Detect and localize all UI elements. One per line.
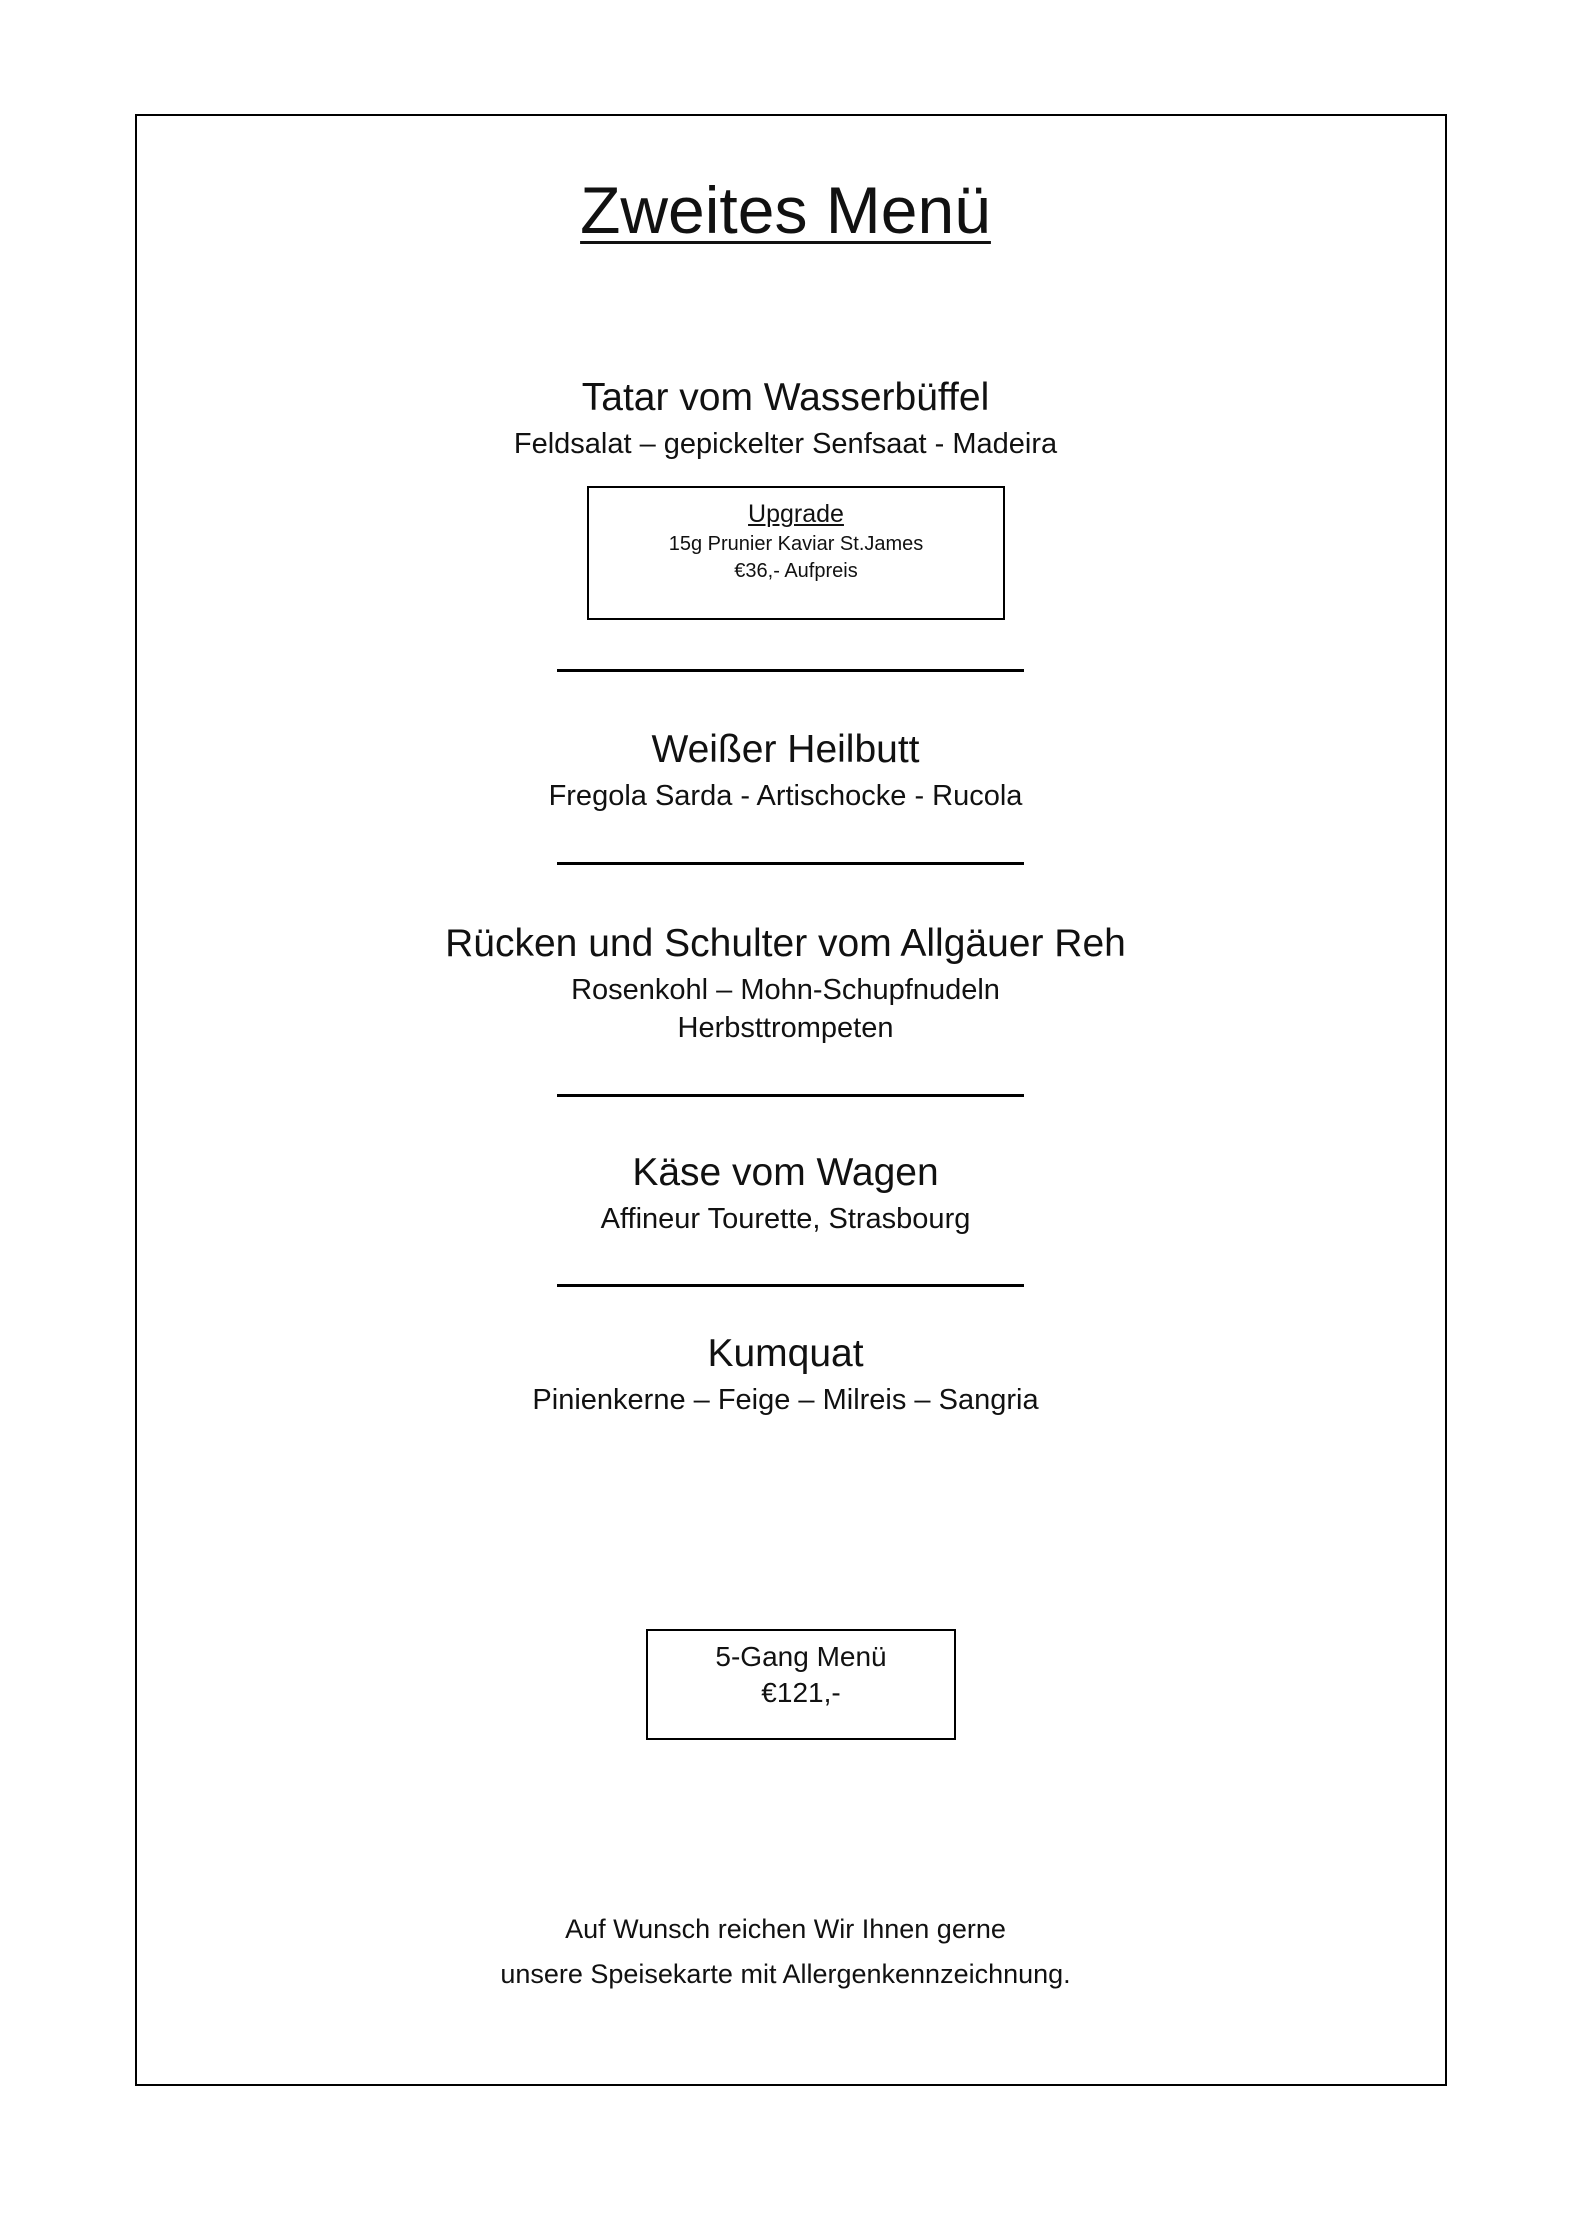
upgrade-box <box>587 486 1005 620</box>
course-2-name: Weißer Heilbutt <box>651 728 920 771</box>
divider-3 <box>557 1094 1024 1097</box>
divider-4 <box>557 1284 1024 1287</box>
menu-price-value: €121,- <box>761 1677 841 1708</box>
course-1-description: Feldsalat – gepickelter Senfsaat - Madeira <box>513 428 1058 460</box>
divider-1 <box>557 669 1024 672</box>
divider-2 <box>557 862 1024 865</box>
course-4-name: Käse vom Wagen <box>632 1151 939 1194</box>
course-3-description-line-2: Herbsttrompeten <box>677 1012 894 1044</box>
menu-price-label: 5-Gang Menü <box>715 1641 887 1672</box>
menu-price-box <box>646 1629 956 1740</box>
allergen-note-line-1: Auf Wunsch reichen Wir Ihnen gerne <box>565 1914 1006 1944</box>
course-2-description: Fregola Sarda - Artischocke - Rucola <box>548 780 1023 812</box>
course-4-description: Affineur Tourette, Strasbourg <box>600 1203 971 1235</box>
course-5-description: Pinienkerne – Feige – Milreis – Sangria <box>532 1384 1039 1416</box>
menu-title: Zweites Menü <box>580 173 991 247</box>
course-3-description-line-1: Rosenkohl – Mohn-Schupfnudeln <box>571 974 1000 1006</box>
upgrade-heading: Upgrade <box>748 500 844 528</box>
allergen-note-line-2: unsere Speisekarte mit Allergenkennzeichnung. <box>500 1959 1071 1989</box>
upgrade-price: €36,- Aufpreis <box>734 560 858 582</box>
course-1-name: Tatar vom Wasserbüffel <box>581 376 990 419</box>
upgrade-item: 15g Prunier Kaviar St.James <box>668 533 924 555</box>
course-5-name: Kumquat <box>707 1332 864 1375</box>
course-3-name: Rücken und Schulter vom Allgäuer Reh <box>445 922 1126 965</box>
